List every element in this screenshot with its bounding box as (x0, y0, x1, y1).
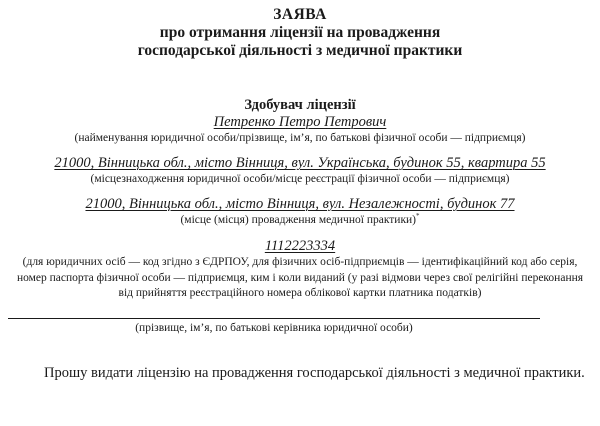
id-code-field[interactable] (8, 238, 592, 255)
practice-place-field[interactable] (8, 196, 592, 213)
request-paragraph: Прошу видати ліцензію на провадження господарської діяльності з медичної практики. (44, 364, 585, 381)
head-name-caption: (прізвище, ім’я, по батькові керівника юридичної особи) (135, 321, 413, 334)
applicant-name-caption: (найменування юридичної особи/прізвище, ім’я, по батькові фізичної особи — підприємця) (74, 132, 526, 144)
application-form (8, 0, 592, 383)
id-code-caption: (для юридичних осіб — код згідно з ЄДРПОУ, для фізичних осіб-підприємців — ідентифікаційний код або серія, номер паспорта фізичної особи — підприємця, ким і коли виданий (у разі відмови через свої релігійні переконання від прийняття реєстраційного номера облікової картки платника податків) (16, 256, 584, 299)
applicant-address-field[interactable] (8, 155, 592, 172)
practice-place-caption: (місце (місця) провадження медичної практики) (180, 214, 417, 226)
applicant-heading: Здобувач ліцензії (244, 97, 356, 113)
applicant-address-value: 21000, Вінницька обл., місто Вінниця, вул. Українська, будинок 55, квартира 55 (54, 155, 546, 171)
applicant-name-value: Петренко Петро Петрович (213, 114, 387, 130)
document-subtitle-line-2: господарської діяльності з медичної практики (137, 42, 463, 59)
document-title-block (8, 0, 592, 60)
practice-place-value: 21000, Вінницька обл., місто Вінниця, вул. Незалежності, будинок 77 (85, 196, 515, 212)
footnote-mark: * (416, 212, 420, 220)
practice-place-caption-row (8, 213, 592, 228)
document-subtitle-line-1: про отримання ліцензії на провадження (159, 24, 441, 41)
head-name-field-line[interactable] (8, 318, 540, 319)
id-code-value: 1112223334 (264, 238, 336, 254)
applicant-name-field[interactable] (8, 114, 592, 131)
document-title: ЗАЯВА (273, 6, 327, 23)
applicant-address-caption: (місцезнаходження юридичної особи/місце реєстрації фізичної особи — підприємця) (90, 173, 510, 185)
